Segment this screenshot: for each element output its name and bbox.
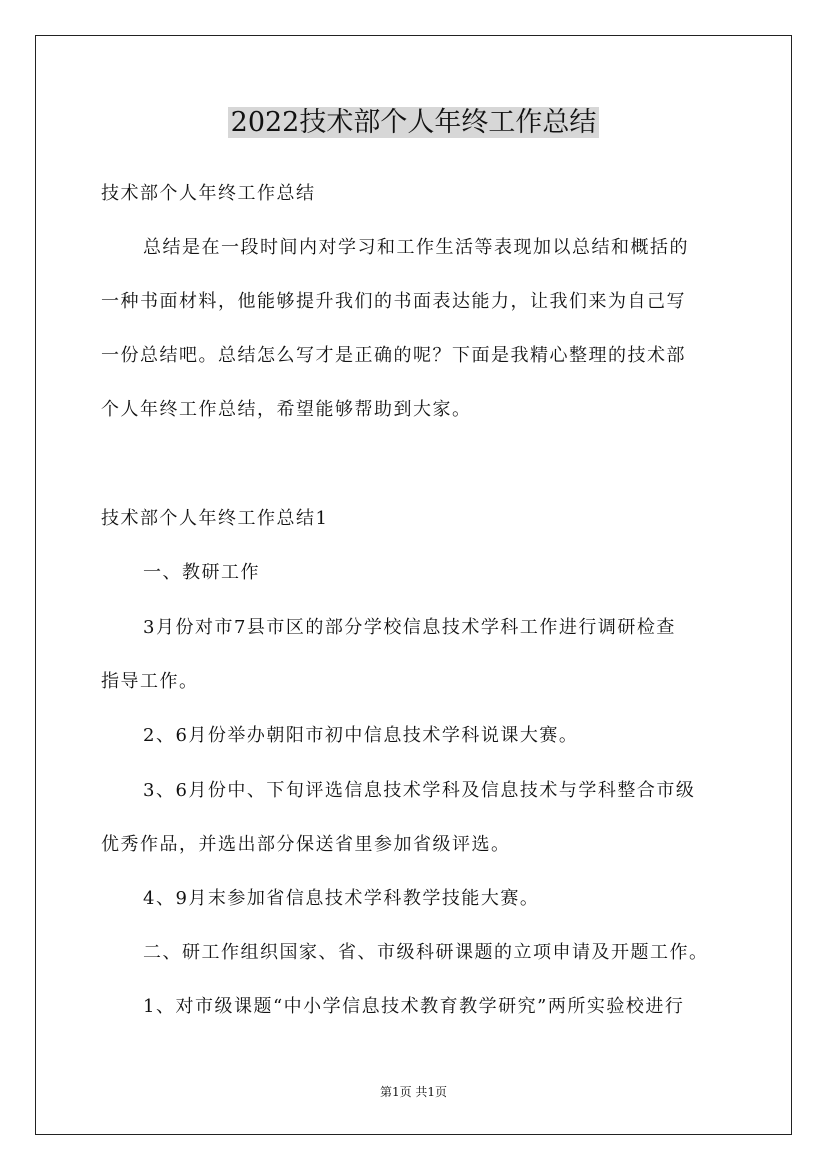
paragraph-line: 4、9月末参加省信息技术学科教学技能大赛。 [143,888,540,909]
paragraph-line: 3、6月份中、下旬评选信息技术学科及信息技术与学科整合市级 [143,780,696,801]
paragraph-line: 1、对市级课题“中小学信息技术教育教学研究”两所实验校进行 [143,996,685,1017]
paragraph-line: 3月份对市7县市区的部分学校信息技术学科工作进行调研检查 [143,617,676,638]
paragraph-line: 一份总结吧。总结怎么写才是正确的呢？下面是我精心整理的技术部 [101,345,686,366]
document-title-text: 2022技术部个人年终工作总结 [228,107,600,138]
section-heading-intro: 技术部个人年终工作总结 [101,183,316,204]
subsection-heading: 一、教研工作 [143,562,260,583]
paragraph-line: 2、6月份举办朝阳市初中信息技术学科说课大赛。 [143,725,579,746]
document-title [0,104,827,142]
subsection-heading: 二、研工作组织国家、省、市级科研课题的立项申请及开题工作。 [143,942,709,963]
paragraph-line: 优秀作品，并选出部分保送省里参加省级评选。 [101,834,511,855]
paragraph-line: 个人年终工作总结，希望能够帮助到大家。 [101,399,472,420]
paragraph-line: 总结是在一段时间内对学习和工作生活等表现加以总结和概括的 [143,237,689,258]
paragraph-line: 指导工作。 [101,671,199,692]
section-heading-1: 技术部个人年终工作总结1 [101,508,329,529]
paragraph-line: 一种书面材料，他能够提升我们的书面表达能力，让我们来为自己写 [101,291,686,312]
page-footer: 第1页 共1页 [379,1085,448,1099]
